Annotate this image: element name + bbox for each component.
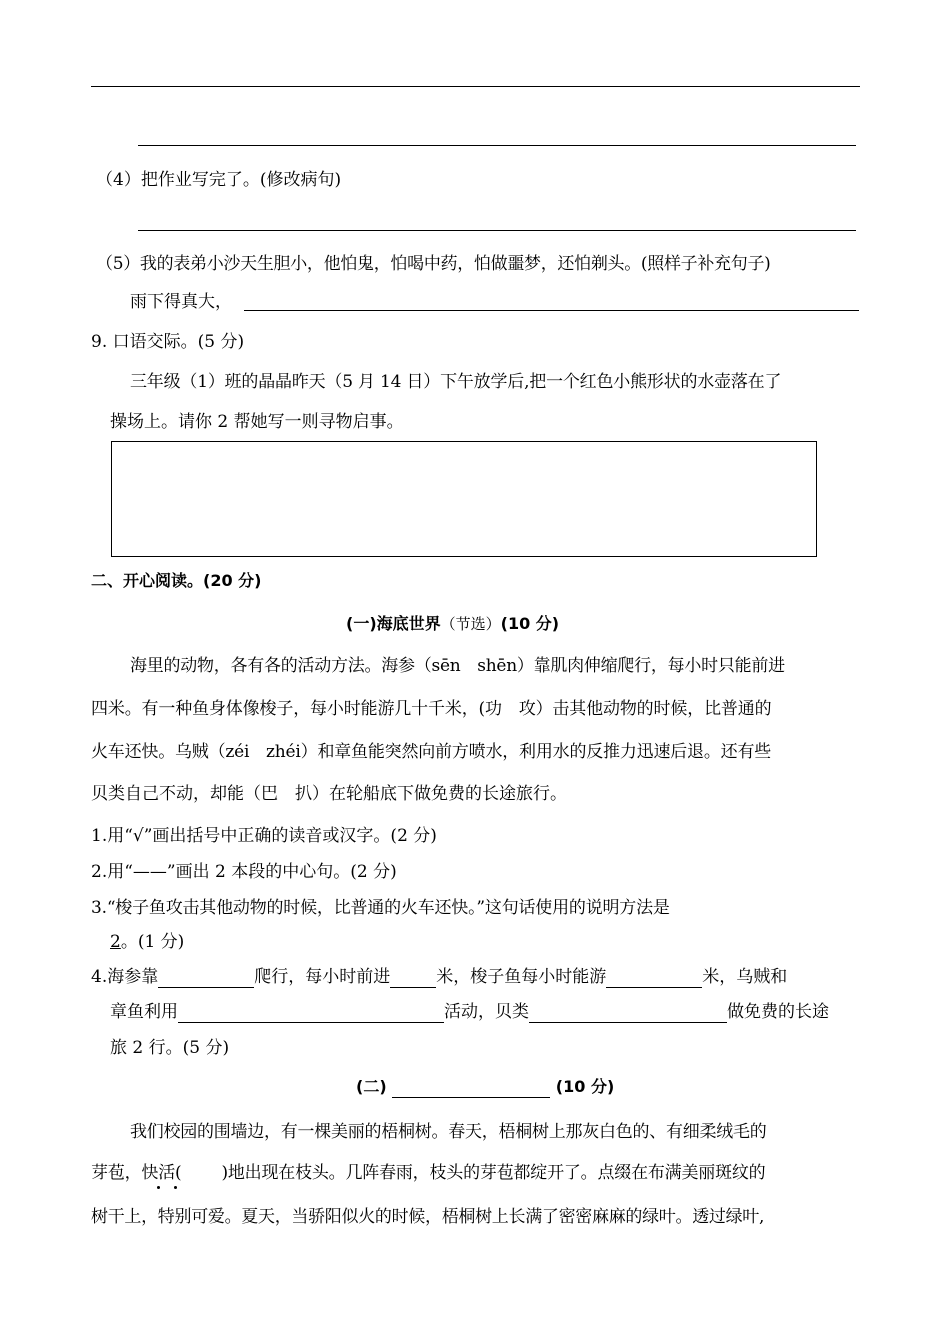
passage-1-q4-line-2	[110, 1001, 829, 1023]
passage-1-line-2: 四米。有一种鱼身体像梭子，每小时能游几十千米，(功 攻）击其他动物的时候，比普通的	[91, 699, 772, 719]
emphasis-dot-1	[157, 1186, 160, 1189]
emphasis-dot-2	[174, 1186, 177, 1189]
passage-1-heading	[346, 613, 559, 635]
passage-1-q2: 2.用“——”画出 2 本段的中心句。(2 分)	[91, 862, 397, 882]
q4-text-g: 做免费的长途	[727, 1002, 829, 1022]
passage-1-note: （节选）	[440, 615, 501, 633]
q4-text-c: 米，梭子鱼每小时能游	[436, 967, 607, 987]
q4-text-b: 爬行，每小时前进	[254, 967, 391, 987]
passage-2-line-2a: 芽苞，快活(	[91, 1163, 182, 1183]
passage-1-q4-line-3: 旅 2 行。(5 分)	[110, 1038, 230, 1058]
q4-blank-4[interactable]	[178, 1004, 444, 1023]
q4-blank-3[interactable]	[606, 969, 702, 988]
answer-line-5[interactable]	[244, 310, 859, 311]
passage-1-q3-line-1: 3.“梭子鱼攻击其他动物的时候，比普通的火车还快。”这句话使用的说明方法是	[91, 898, 670, 918]
passage-2-line-3: 树干上，特别可爱。夏天，当骄阳似火的时候，梧桐树上长满了密密麻麻的绿叶。透过绿叶,	[91, 1207, 765, 1227]
q9-line-1: 三年级（1）班的晶晶昨天（5 月 14 日）下午放学后,把一个红色小熊形状的水壶落在了	[130, 372, 782, 392]
q4-blank-5[interactable]	[529, 1004, 727, 1023]
passage-1-title: (一)海底世界	[346, 614, 441, 633]
q8-item-5-prompt: 雨下得真大，	[130, 292, 232, 312]
q4-blank-2[interactable]	[390, 969, 436, 988]
q4-text-f: 活动，贝类	[444, 1002, 529, 1022]
q9-line-2: 操场上。请你 2 帮她写一则寻物启事。	[110, 412, 404, 432]
q8-item-4: （4）把作业写完了。(修改病句)	[96, 170, 342, 190]
passage-1-line-4: 贝类自己不动，却能（巴 扒）在轮船底下做免费的长途旅行。	[91, 784, 567, 804]
passage-2-line-2	[91, 1162, 765, 1184]
q4-text-e: 章鱼利用	[110, 1002, 178, 1022]
q4-text-d: 米，乌贼和	[702, 967, 788, 987]
passage-1-q3-tail: 。(1 分)	[120, 932, 185, 952]
q9-answer-box[interactable]	[111, 441, 817, 557]
passage-2-line-1: 我们校园的围墙边，有一棵美丽的梧桐树。春天，梧桐树上那灰白色的、有细柔绒毛的	[130, 1122, 767, 1142]
passage-1-q3-blank[interactable]: 2	[110, 932, 121, 952]
section-2-title: 二、开心阅读。(20 分)	[91, 571, 262, 590]
passage-2-heading-left: (二)	[356, 1077, 387, 1096]
passage-1-score: (10 分)	[500, 614, 560, 633]
passage-1-line-1: 海里的动物，各有各的活动方法。海参（sēn shēn）靠肌肉伸缩爬行，每小时只能前进	[130, 656, 785, 676]
passage-2-heading-right: (10 分)	[555, 1077, 615, 1096]
passage-2-heading	[356, 1076, 614, 1098]
passage-2-line-2b: )地出现在枝头。几阵春雨，枝头的芽苞都绽开了。点缀在布满美丽斑纹的	[221, 1163, 766, 1183]
answer-line-4[interactable]	[138, 230, 856, 231]
top-rule	[91, 86, 860, 87]
answer-line-3	[138, 145, 856, 146]
q8-item-5: （5）我的表弟小沙天生胆小，他怕鬼，怕喝中药，怕做噩梦，还怕剃头。(照样子补充句子)	[96, 254, 771, 274]
passage-1-q3-line-2	[110, 931, 184, 953]
q4-text-a: 4.海参靠	[91, 967, 159, 987]
passage-1-q4-line-1	[91, 966, 787, 988]
passage-2-title-blank[interactable]	[392, 1080, 550, 1098]
passage-1-q1: 1.用“√”画出括号中正确的读音或汉字。(2 分)	[91, 826, 437, 846]
passage-1-line-3: 火车还快。乌贼（zéi zhéi）和章鱼能突然向前方喷水，利用水的反推力迅速后退。还有些	[91, 742, 772, 762]
q4-blank-1[interactable]	[158, 969, 254, 988]
q9-title: 9. 口语交际。(5 分)	[91, 332, 245, 352]
